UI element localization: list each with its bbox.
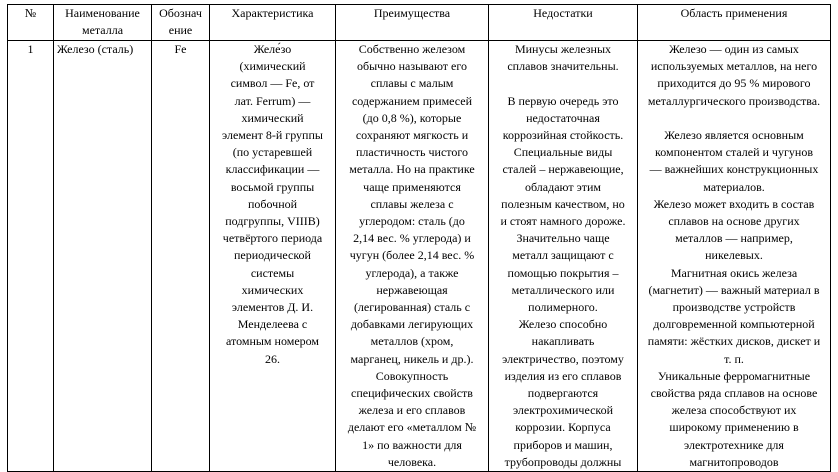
- header-metal-name: Наименование металла: [54, 5, 152, 41]
- header-advantages: Преимущества: [336, 5, 489, 41]
- header-application: Область применения: [638, 5, 831, 41]
- cell-application: Железо — один из самых используемых металлов, на него приходится до 95 % мирового металлургического производства. Железо является основным компонентом сталей и чугунов — важнейших конструкционных материалов. Железо может входить в состав сплавов на основе других металлов — например, никелевых. Магнитная окись железа (магнетит) — важный материал в производстве устройств долговременной компьютерной памяти: жёстких дисков, дискет и т. п. Уникальные ферромагнитные свойства ряда сплавов на основе железа способствуют их широкому применению в электротехнике для магнитопроводов: [638, 41, 831, 472]
- table-row: [8, 41, 831, 472]
- metals-table: [7, 4, 831, 472]
- cell-characteristic: Желе́зо (химический символ — Fe, от лат. Ferrum) — химический элемент 8-й группы (по устаревшей классификации — восьмой группы побочной подгруппы, VIIIB) четвёртого периода периодической системы химических элементов Д. И. Менделеева с атомным номером 26.: [210, 41, 336, 472]
- header-disadvantages: Недостатки: [489, 5, 638, 41]
- header-row: [8, 5, 831, 41]
- cell-number: 1: [8, 41, 54, 472]
- cell-metal-name: Железо (сталь): [54, 41, 152, 472]
- header-symbol: Обознач ение: [152, 5, 210, 41]
- cell-advantages: Собственно железом обычно называют его сплавы с малым содержанием примесей (до 0,8 %), которые сохраняют мягкость и пластичность чистого металла. Но на практике чаще применяются сплавы железа с углеродом: сталь (до 2,14 вес. % углерода) и чугун (более 2,14 вес. % углерода), а также нержавеющая (легированная) сталь с добавками легирующих металлов (хром, марганец, никель и др.). Совокупность специфических свойств железа и его сплавов делают его «металлом № 1» по важности для человека.: [336, 41, 489, 472]
- cell-symbol: Fe: [152, 41, 210, 472]
- header-number: №: [8, 5, 54, 41]
- cell-disadvantages: Минусы железных сплавов значительны. В первую очередь это недостаточная коррозийная стойкость. Специальные виды сталей – нержавеющие, обладают этим полезным качеством, но и стоят намного дороже. Значительно чаще металл защищают с помощью покрытия – металлического или полимерного. Железо способно накапливать электричество, поэтому изделия из его сплавов подвергаются электрохимической коррозии. Корпуса приборов и машин, трубопроводы должны: [489, 41, 638, 472]
- header-characteristic: Характеристика: [210, 5, 336, 41]
